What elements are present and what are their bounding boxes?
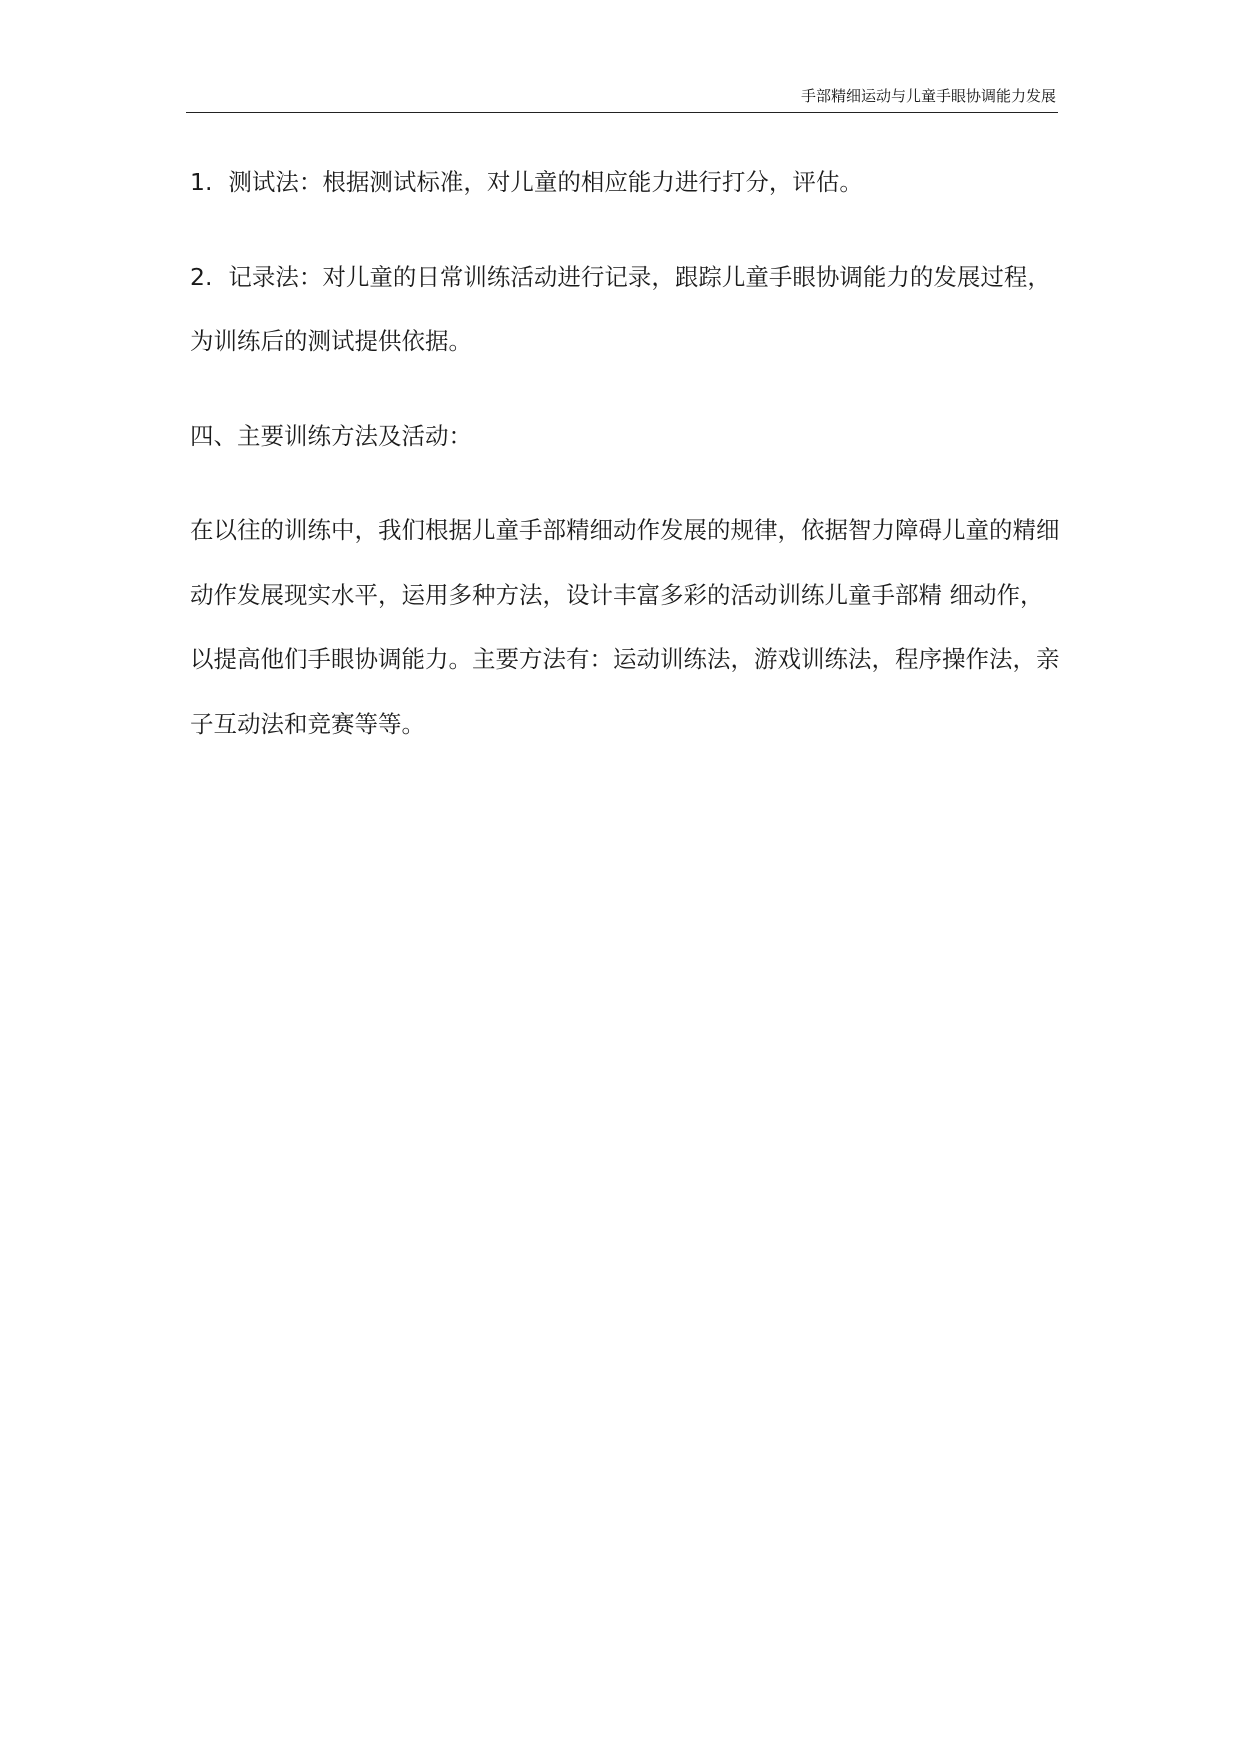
header-title: 手部精细运动与儿童手眼协调能力发展 bbox=[800, 87, 1056, 105]
page-header bbox=[186, 84, 1058, 113]
section-heading: 四、主要训练方法及活动： bbox=[190, 421, 472, 450]
body-paragraph: 在以往的训练中，我们根据儿童手部精细动作发展的规律，依据智力障碍儿童的精细动作发展现实水平，运用多种方法，设计丰富多彩的活动训练儿童手部精 细动作，以提高他们手眼协调能力。主要方法有：运动训练法，游戏训练法，程序操作法，亲子互动法和竞赛等等。 bbox=[190, 516, 1060, 738]
list-item-text: 测试法：根据测试标准，对儿童的相应能力进行打分，评估。 bbox=[228, 168, 863, 196]
list-item-number: 2. bbox=[190, 262, 213, 291]
document-body bbox=[190, 150, 1060, 786]
list-item-number: 1. bbox=[190, 168, 213, 196]
list-item-text: 记录法：对儿童的日常训练活动进行记录，跟踪儿童手眼协调能力的发展过程，为训练后的测试提供依据。 bbox=[190, 262, 1051, 355]
list-item bbox=[190, 150, 1060, 215]
list-item bbox=[190, 245, 1060, 374]
